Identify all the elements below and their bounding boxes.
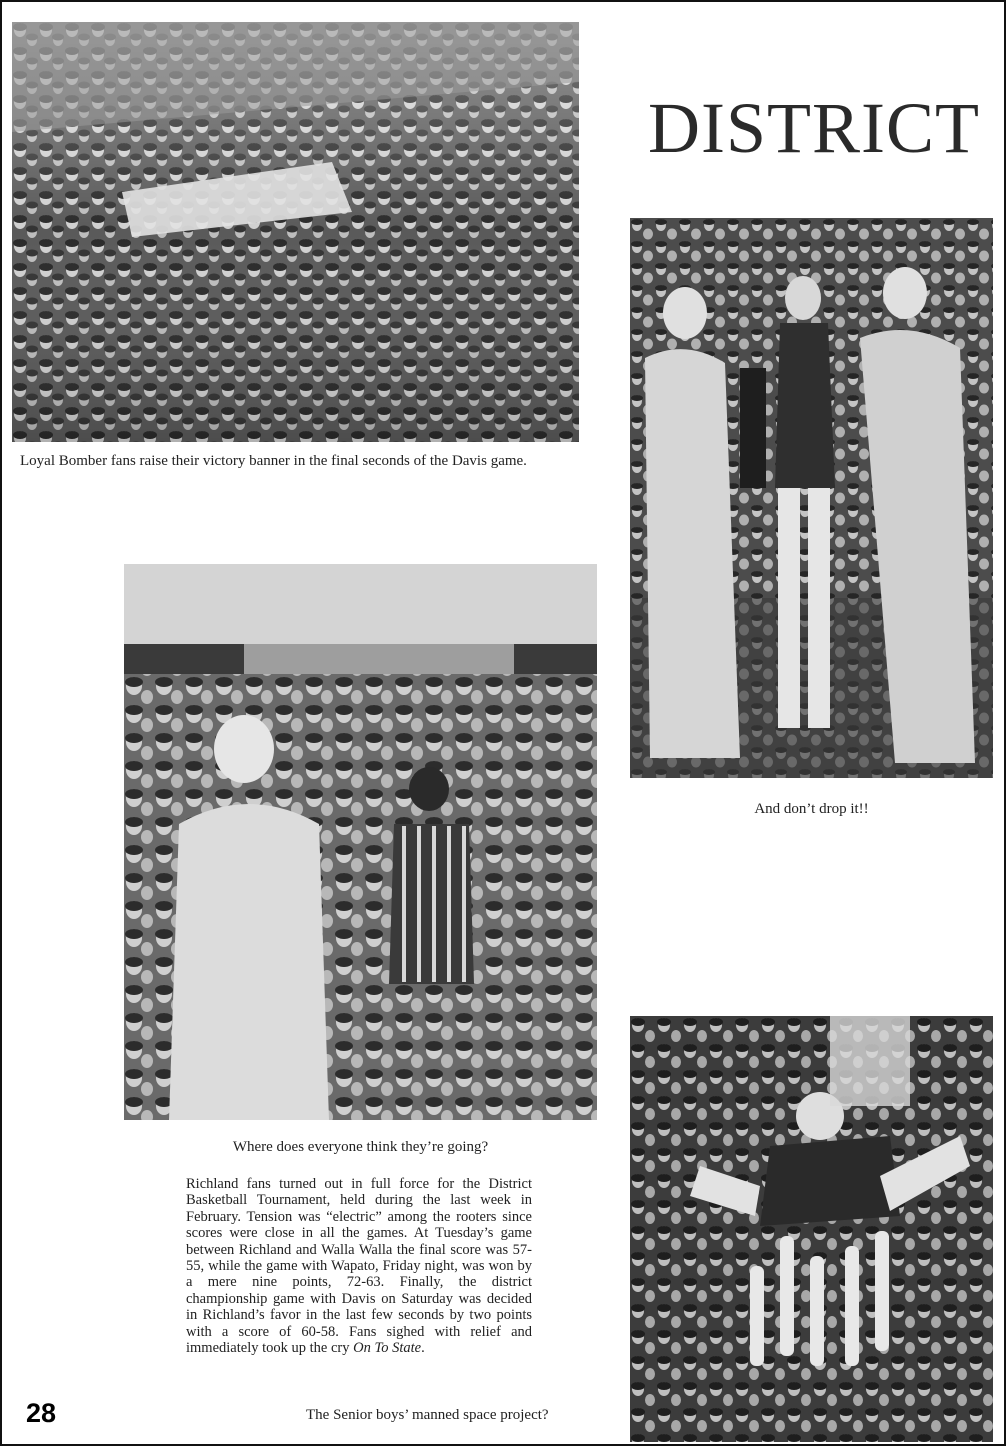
crowd-exit-photo	[124, 564, 597, 1120]
crowd-exit-caption: Where does everyone think they’re going?	[232, 1139, 489, 1155]
trophy-presentation-photo	[630, 218, 993, 778]
article-closing-punct: .	[421, 1340, 425, 1357]
article-body-text: Richland fans turned out in full force for the District Basketball Tournament, held during the last week in February. Tension was “electric” among the rooters since scores were close in all the games. At Tuesday’s game between Richland and Walla Walla the final score was 57-55, while the game with Wapato, Friday night, was won by a mere nine points, 72-63. Finally, the district championship game with Davis on Saturday was decided in Richland’s favor in the last few seconds by two points with a score of 60-58. Fans sighed with relief and immediately took up the cry	[186, 1176, 532, 1357]
page-title: DISTRICT	[648, 88, 980, 168]
page-number: 28	[26, 1398, 57, 1428]
trophy-caption: And don’t drop it!!	[754, 801, 869, 817]
fans-banner-caption: Loyal Bomber fans raise their victory banner in the final seconds of the Davis game.	[20, 453, 527, 469]
space-project-caption: The Senior boys’ manned space project?	[306, 1407, 549, 1423]
article-body	[186, 1176, 532, 1356]
article-closing-emphasis: On To State	[353, 1340, 422, 1357]
fans-banner-photo	[12, 22, 579, 442]
space-project-photo	[630, 1016, 993, 1442]
